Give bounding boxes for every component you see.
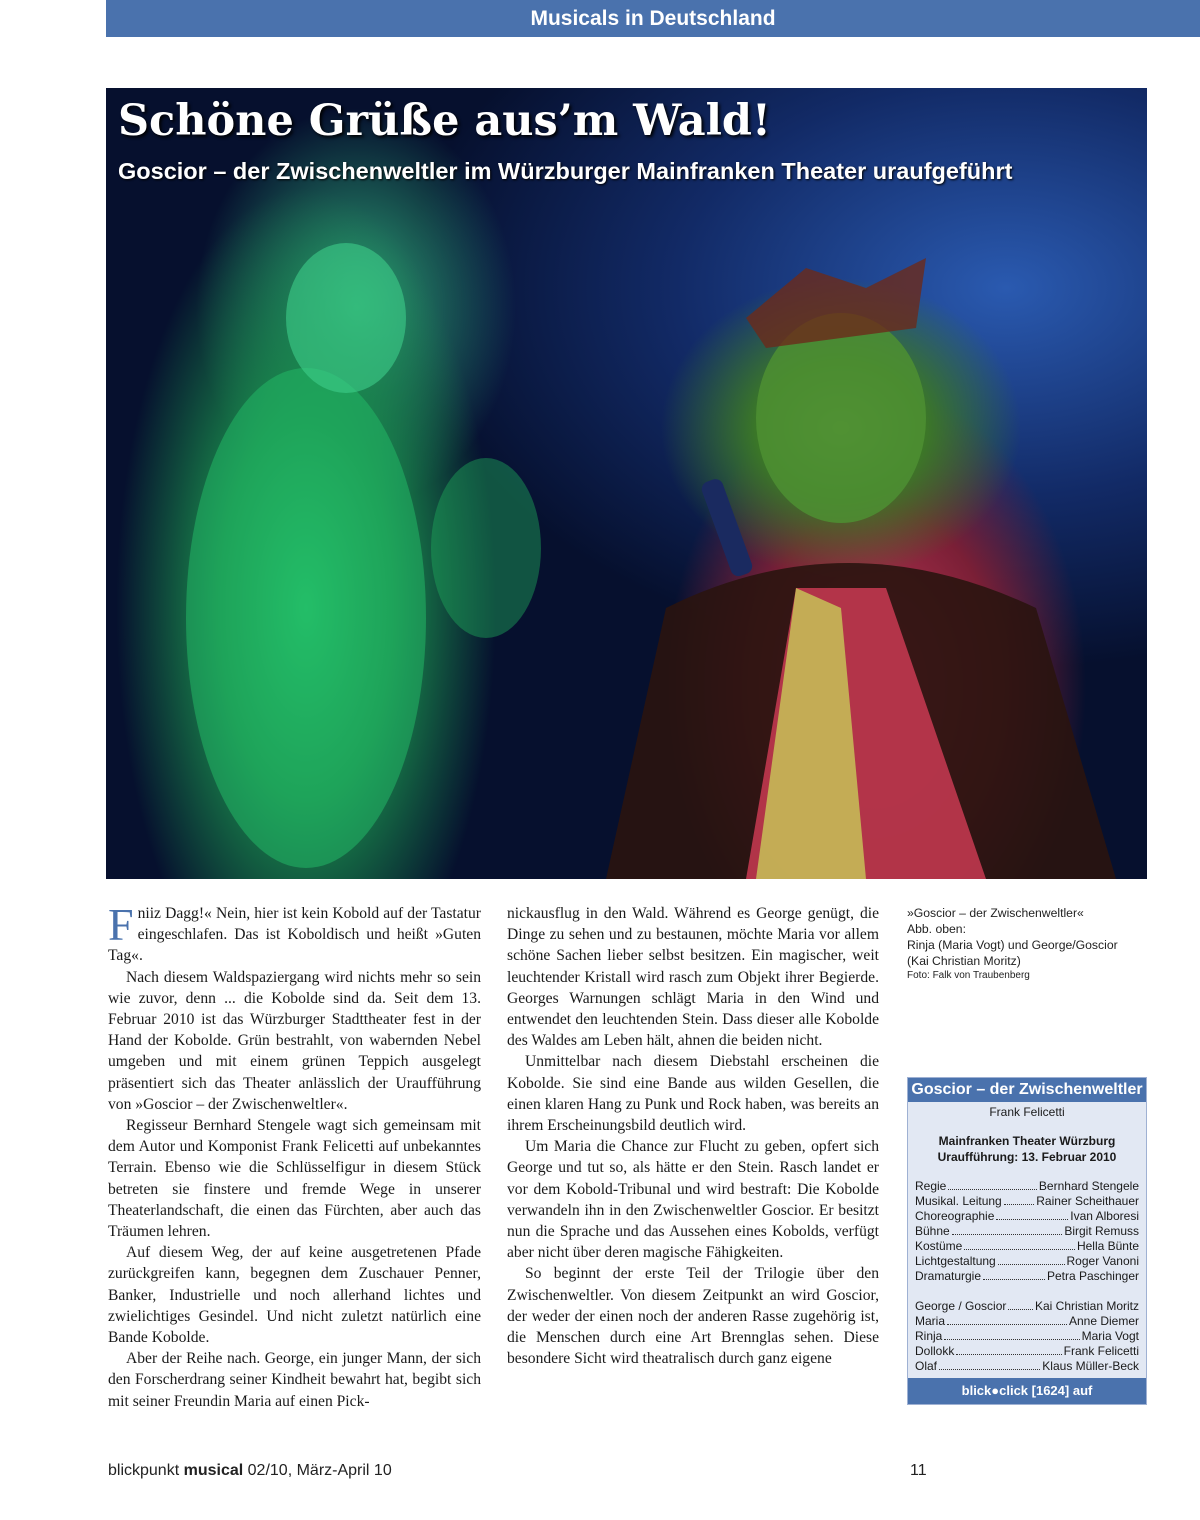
hero-photo bbox=[106, 88, 1147, 879]
article-title: Schöne Grüße aus’m Wald! bbox=[118, 96, 771, 146]
stage-figures-illustration bbox=[106, 88, 1147, 879]
magazine-name: musical bbox=[183, 1462, 244, 1479]
page-number: 11 bbox=[910, 1462, 927, 1479]
blick-click-link[interactable]: blick●click [1624] auf musicalclub24.de bbox=[908, 1378, 1146, 1404]
cast-row: George / Goscior Kai Christian Moritz bbox=[915, 1299, 1139, 1313]
credits-list bbox=[915, 1179, 1139, 1374]
caption-line: Abb. oben: bbox=[907, 922, 966, 936]
article-paragraph: Um Maria die Chance zur Flucht zu geben, opfert sich George und tut so, als hätte er den Stein. Rasch landet er vor dem Kobold-Tribunal und wird bestraft: Die Kobolde verwandeln ihn in den Zwischenweltler Goscior. Er besitzt nun die Sprache und das Aussehen eines Kobolds, verfügt aber nicht über deren magische Fähigkeiten. bbox=[507, 1138, 879, 1262]
crew-row: Musikal. Leitung Rainer Scheithauer bbox=[915, 1194, 1139, 1208]
article-paragraph: So beginnt der erste Teil der Trilogie über den Zwischenweltler. Von diesem Zeitpunkt an wird Goscior, der weder der einen noch der anderen Rasse zugehörig ist, die Menschen durch eine Art Brennglas sehen. Diese besondere Sicht wird theatralisch durch ganz eigene bbox=[507, 1265, 879, 1368]
brand-name: blickpunkt bbox=[108, 1462, 180, 1479]
article-paragraph: Unmittelbar nach diesem Diebstahl erscheinen die Kobolde. Sie sind eine Bande aus wilden Gesellen, die einen klaren Hang zu Punk und Rock haben, was bereits an ihrem Erscheinungsbild deutlich wird. bbox=[507, 1053, 879, 1135]
article-column-2 bbox=[507, 903, 879, 1369]
cast-row: Dollokk Frank Felicetti bbox=[915, 1344, 1139, 1358]
crew-row: Dramaturgie Petra Paschinger bbox=[915, 1269, 1139, 1283]
article-paragraph: Auf diesem Weg, der auf keine ausgetretenen Pfade zurückgreifen kann, begegnen dem Zuschauer Penner, Banker, Industrielle und noch allerhand lichtes und zwielichtiges Gesindel. Und nicht zuletzt natürlich eine Bande Kobolde. bbox=[108, 1244, 481, 1347]
section-header: Musicals in Deutschland bbox=[106, 0, 1200, 37]
crew-row: Kostüme Hella Bünte bbox=[915, 1239, 1139, 1253]
info-box bbox=[907, 1077, 1147, 1424]
crew-row: Regie Bernhard Stengele bbox=[915, 1179, 1139, 1193]
crew-row: Lichtgestaltung Roger Vanoni bbox=[915, 1254, 1139, 1268]
magazine-footer bbox=[108, 1462, 392, 1480]
info-box-author: Frank Felicetti bbox=[989, 1105, 1065, 1119]
caption-line: Rinja (Maria Vogt) und George/Goscior bbox=[907, 938, 1118, 952]
article-paragraph: nickausflug in den Wald. Während es George genügt, die Dinge zu sehen und zu bestaunen, möchte Maria vor allem schöne Sachen lieber selbst besitzen. Ein magischer, weit leuchtender Kristall wird rasch zum Objekt ihrer Begierde. Georges Warnungen schlägt Maria in den Wind und entwendet den leuchtenden Stein. Dass dieser alle Kobolde des Waldes am Leben hält, ahnen die beiden nicht. bbox=[507, 905, 879, 1050]
cast-row: Rinja Maria Vogt bbox=[915, 1329, 1139, 1343]
issue-info: 02/10, März-April 10 bbox=[247, 1462, 392, 1479]
crew-row: Choreographie Ivan Alboresi bbox=[915, 1209, 1139, 1223]
article-paragraph: Aber der Reihe nach. George, ein junger Mann, der sich den Forscherdrang seiner Kindheit bewahrt hat, begibt sich mit seiner Freundin Maria auf einen Pick- bbox=[108, 1350, 481, 1410]
info-box-title: Goscior – der Zwischenweltler bbox=[908, 1078, 1146, 1102]
photo-caption bbox=[907, 905, 1147, 983]
article-column-1 bbox=[108, 899, 481, 1412]
caption-line: (Kai Christian Moritz) bbox=[907, 954, 1021, 968]
article-paragraph: Regisseur Bernhard Stengele wagt sich gemeinsam mit dem Autor und Komponist Frank Felicetti auf unbekanntes Terrain. Ebenso wie die Schlüsselfigur in diesem Stück betreten sie finstere und fremde Wege in unserer Theaterlandschaft, die einen das Fürchten, aber auch das Träumen lehren. bbox=[108, 1117, 481, 1241]
cast-row: Olaf Klaus Müller-Beck bbox=[915, 1359, 1139, 1373]
crew-row: Bühne Birgit Remuss bbox=[915, 1224, 1139, 1238]
drop-cap: F bbox=[108, 899, 134, 950]
cast-row: Maria Anne Diemer bbox=[915, 1314, 1139, 1328]
article-paragraph: Nach diesem Waldspaziergang wird nichts mehr so sein wie zuvor, denn ... die Kobolde sind da. Seit dem 13. Februar 2010 ist das Würzburger Stadttheater fest in der Hand der Kobolde. Grün bestrahlt, von wabernden Nebel umgeben und mit einem grünen Teppich ausgelegt präsentiert sich das Theater anlässlich der Uraufführung von »Goscior – der Zwischenweltler«. bbox=[108, 968, 481, 1113]
photo-credit: Foto: Falk von Traubenberg bbox=[907, 970, 1030, 981]
article-paragraph: Fniiz Dagg!« Nein, hier ist kein Kobold auf der Tastatur eingeschlafen. Das ist Koboldisch und heißt »Guten Tag«. bbox=[108, 899, 481, 965]
info-box-venue: Mainfranken Theater Würzburg Uraufführung: 13. Februar 2010 bbox=[937, 1134, 1117, 1164]
article-subtitle: Goscior – der Zwischenweltler im Würzburger Mainfranken Theater uraufgeführt bbox=[118, 158, 1013, 184]
caption-line: »Goscior – der Zwischenweltler« bbox=[907, 906, 1084, 920]
